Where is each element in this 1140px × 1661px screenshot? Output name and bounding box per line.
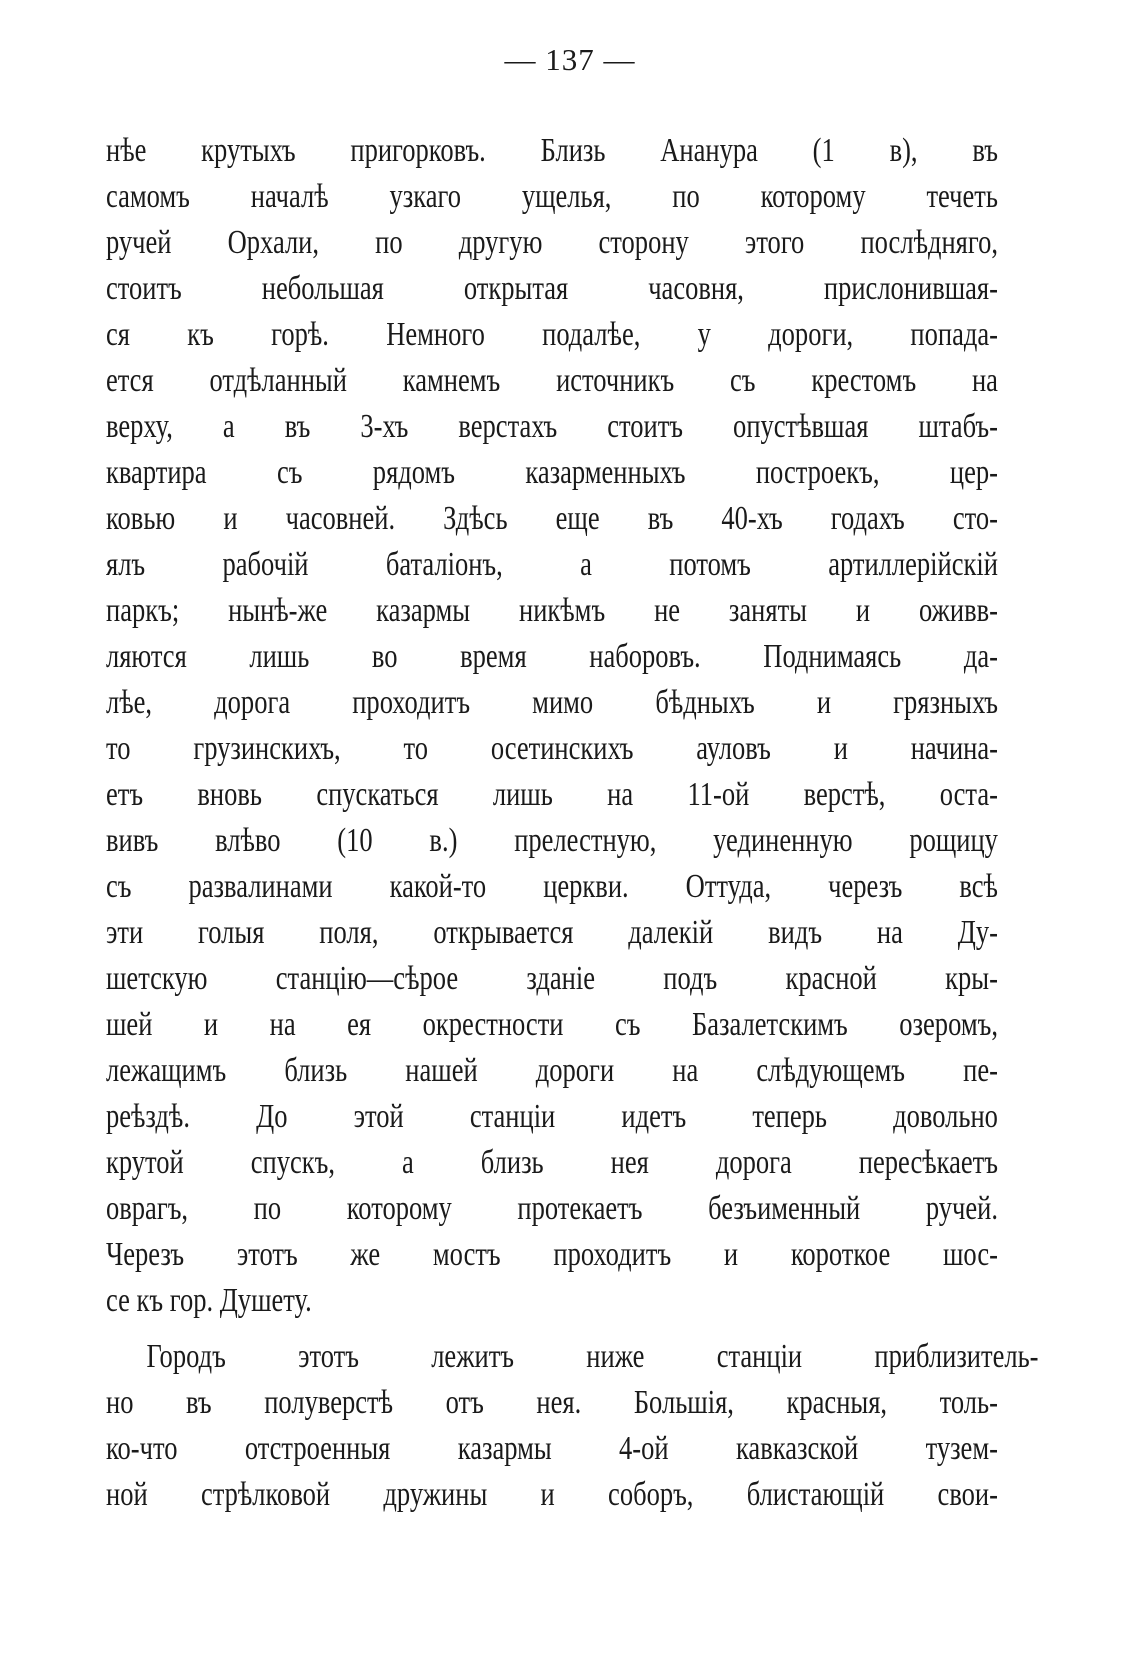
body-text [106, 128, 1039, 1518]
text-line: ной стрѣлковой дружины и соборъ, блистающій свои- [106, 1476, 998, 1513]
text-line: етъ вновь спускаться лишь на 11-ой верстѣ, оста- [106, 776, 998, 813]
text-line: то грузинскихъ, то осетинскихъ ауловъ и начина- [106, 730, 998, 767]
text-line: лѣе, дорога проходитъ мимо бѣдныхъ и грязныхъ [106, 684, 998, 721]
text-line: вивъ влѣво (10 в.) прелестную, уединенную рощицу [106, 822, 998, 859]
text-line: ялъ рабочій баталіонъ, а потомъ артиллерійскій [106, 546, 998, 583]
text-line: верху, а въ 3-хъ верстахъ стоитъ опустѣвшая штабъ- [106, 408, 998, 445]
text-line: стоитъ небольшая открытая часовня, прислонившая- [106, 270, 998, 307]
text-line: се къ гор. Душету. [106, 1282, 312, 1319]
text-line: ковью и часовней. Здѣсь еще въ 40-хъ годахъ сто- [106, 500, 998, 537]
text-line: эти голыя поля, открывается далекій видъ на Ду- [106, 914, 998, 951]
text-line: лежащимъ близь нашей дороги на слѣдующемъ пе- [106, 1052, 998, 1089]
paragraph-1 [106, 128, 998, 1324]
text-line: ется отдѣланный камнемъ источникъ съ крестомъ на [106, 362, 998, 399]
text-line: квартира съ рядомъ казарменныхъ построекъ, цер- [106, 454, 998, 491]
text-line: ляются лишь во время наборовъ. Поднимаясь да- [106, 638, 998, 675]
page-number: — 137 — [504, 42, 636, 77]
text-line: паркъ; нынѣ-же казармы никѣмъ не заняты и оживв- [106, 592, 998, 629]
text-line: Городъ этотъ лежитъ ниже станціи приблизитель- [146, 1338, 1039, 1375]
text-line: шей и на ея окрестности съ Базалетскимъ озеромъ, [106, 1006, 998, 1043]
text-line: самомъ началѣ узкаго ущелья, по которому течеть [106, 178, 998, 215]
text-line: ко-что отстроенныя казармы 4-ой кавказской тузем- [106, 1430, 998, 1467]
text-line: оврагъ, по которому протекаетъ безъименный ручей. [106, 1190, 998, 1227]
text-line: съ развалинами какой-то церкви. Оттуда, черезъ всѣ [106, 868, 998, 905]
text-line: но въ полуверстѣ отъ нея. Большія, красныя, толь- [106, 1384, 998, 1421]
text-line: ся къ горѣ. Немного подалѣе, у дороги, попада- [106, 316, 998, 353]
text-line: нѣе крутыхъ пригорковъ. Близь Ананура (1 в), въ [106, 132, 998, 169]
paragraph-spacer [106, 1324, 998, 1334]
text-line: ручей Орхали, по другую сторону этого послѣдняго, [106, 224, 998, 261]
text-line: реѣздѣ. До этой станціи идетъ теперь довольно [106, 1098, 998, 1135]
text-line: крутой спускъ, а близь нея дорога пересѣкаетъ [106, 1144, 998, 1181]
text-line: шетскую станцію—сѣрое зданіе подъ красной кры- [106, 960, 998, 997]
text-line: Черезъ этотъ же мостъ проходитъ и короткое шос- [106, 1236, 998, 1273]
paragraph-2 [106, 1334, 1039, 1518]
